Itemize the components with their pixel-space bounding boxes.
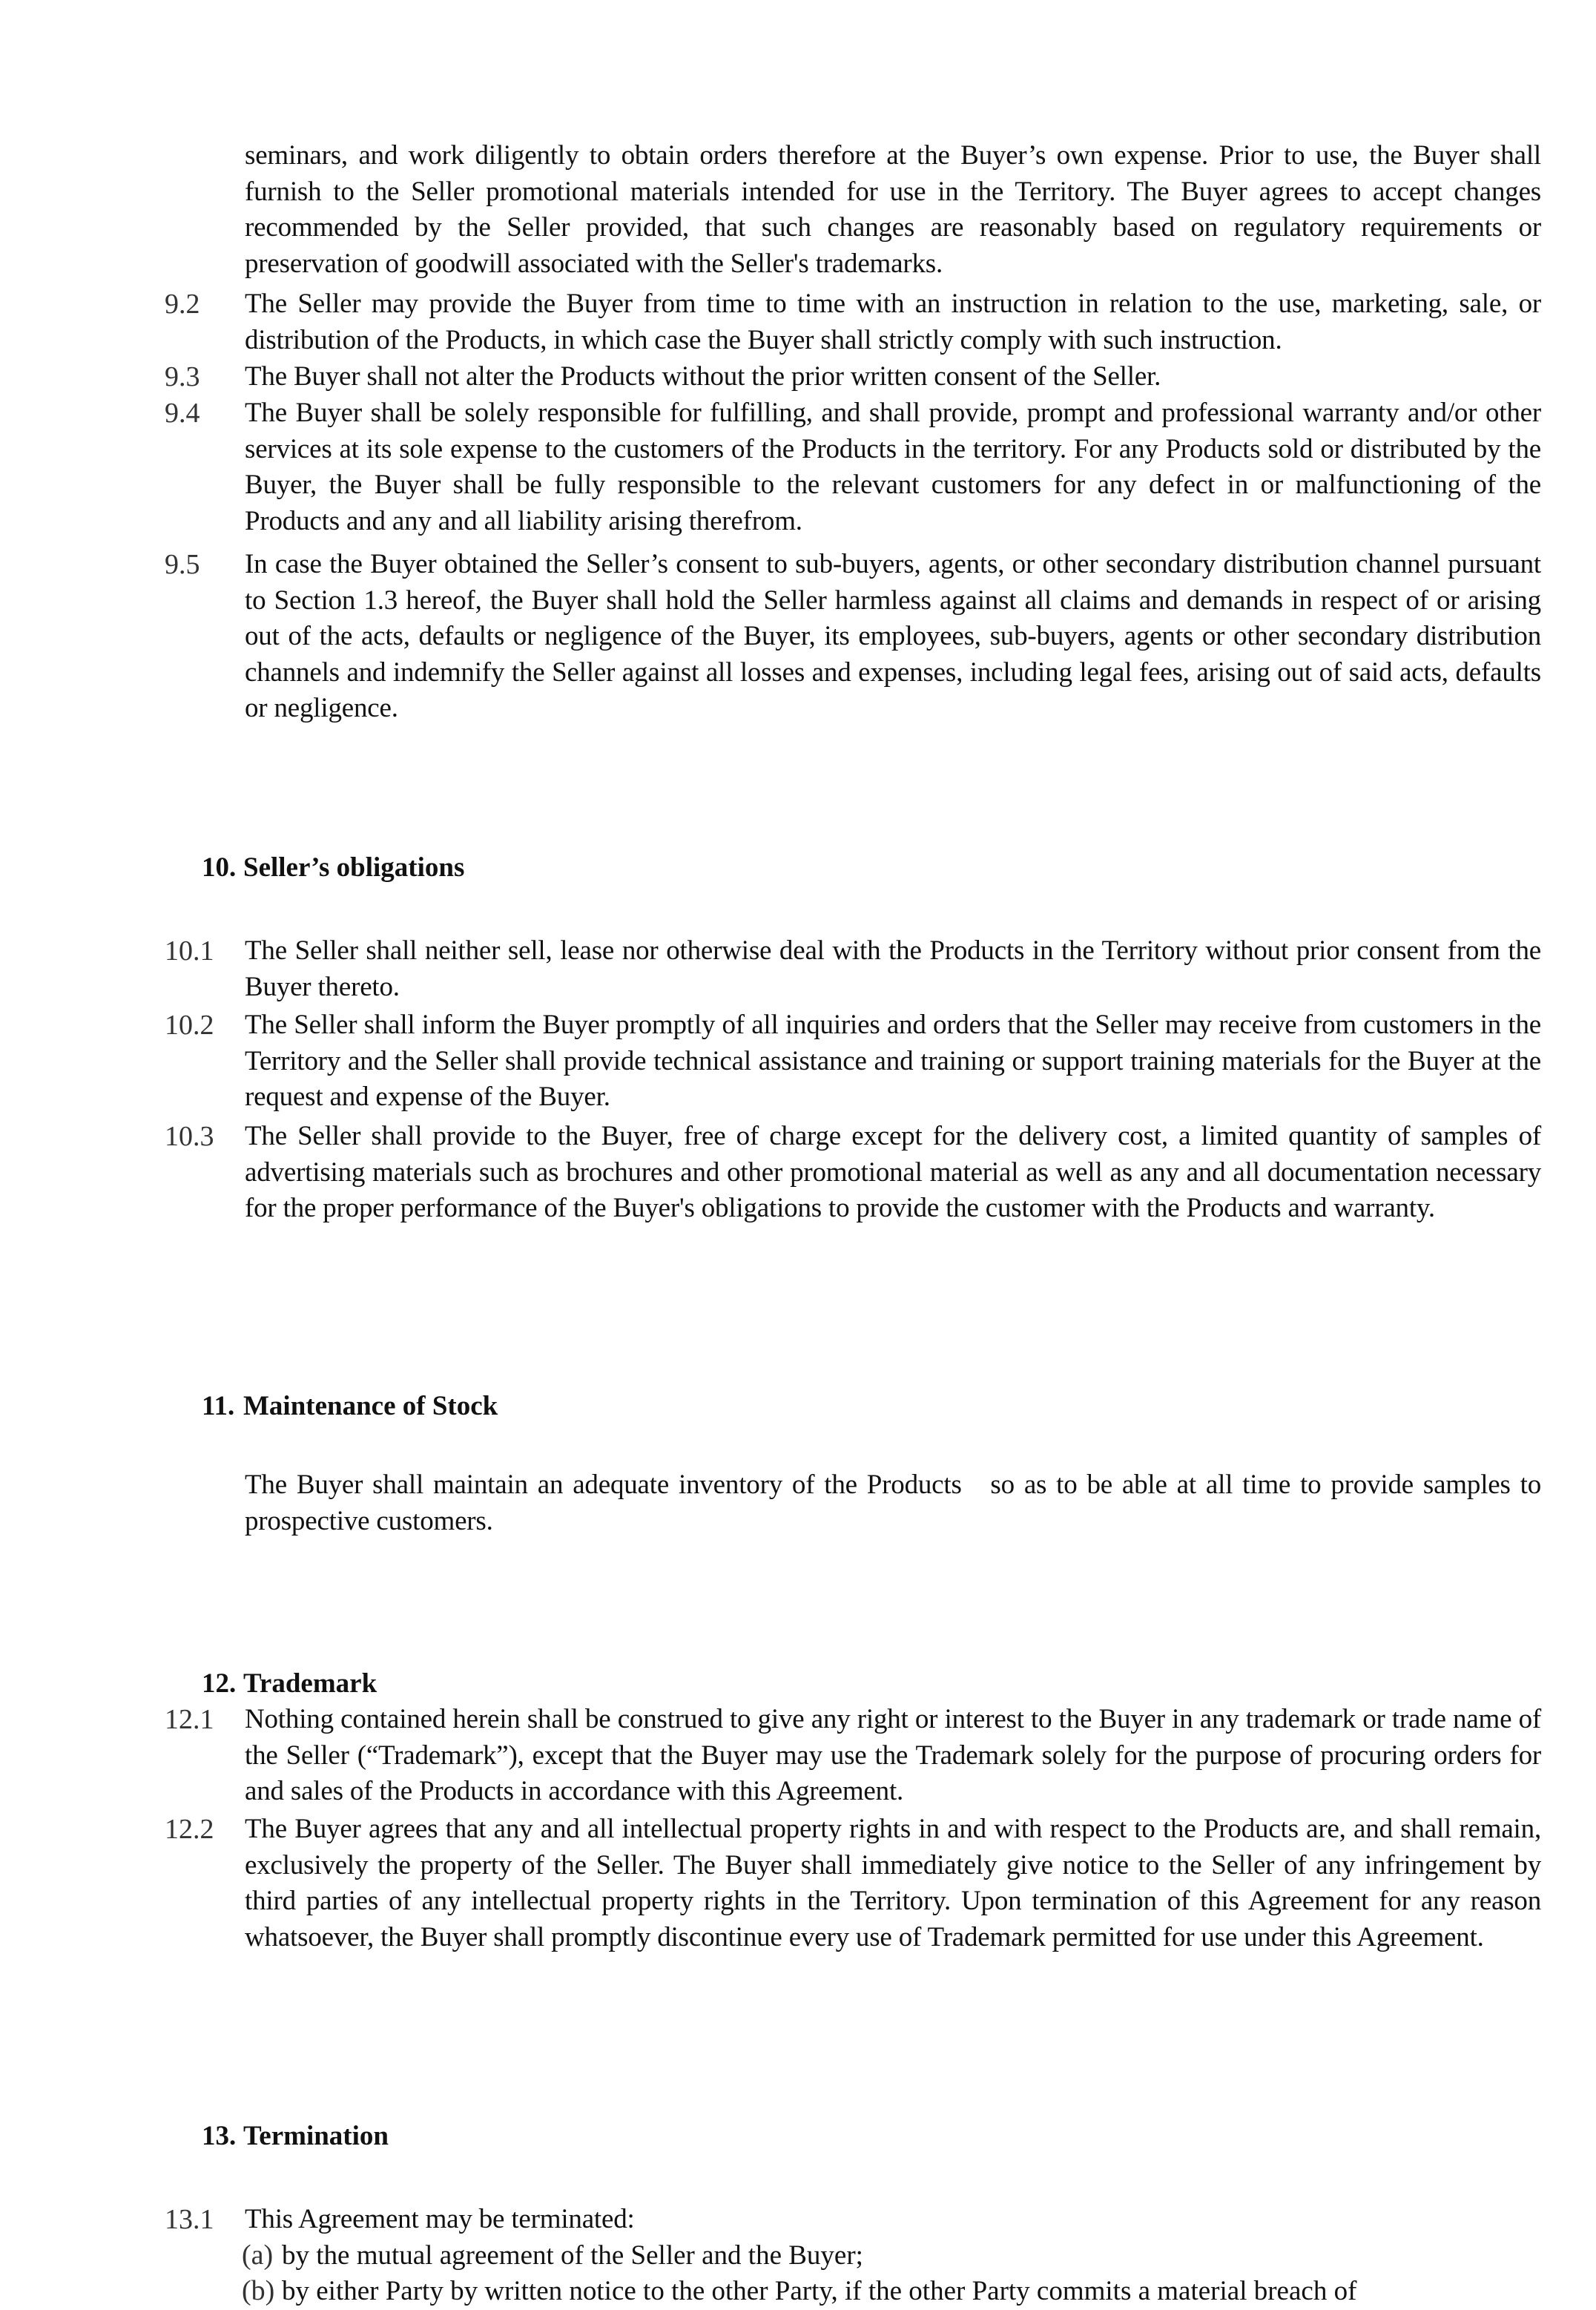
subitem-letter: (b) — [242, 2275, 275, 2306]
clause-9-5 — [165, 547, 1541, 727]
subitem-letter: (a) — [242, 2240, 274, 2271]
clause-9-3 — [165, 359, 1541, 395]
clause-12-1 — [165, 1702, 1541, 1810]
clause-10-2 — [165, 1007, 1541, 1116]
intro-paragraph: seminars, and work diligently to obtain orders therefore at the Buyer’s own expense. Prior to use, the Buyer shall furnish to the Seller promotional materials intended for use in the Territory. The Buyer agrees to accept changes recommended by the Seller provided, that such changes are reasonably based on regulatory requirements or preservation of goodwill associated with the Seller's trademarks. — [245, 140, 1541, 279]
section-11-heading — [202, 1389, 498, 1424]
section-title: Trademark — [243, 1668, 377, 1699]
subitem-text: by either Party by written notice to the other Party, if the other Party commits a material breach of — [282, 2276, 1357, 2306]
section-12-heading — [202, 1666, 377, 1702]
clause-number: 9.5 — [165, 549, 200, 580]
clause-text: In case the Buyer obtained the Seller’s consent to sub-buyers, agents, or other secondary distribution channel pursuant to Section 1.3 hereof, the Buyer shall hold the Seller harmless against all claims and demands in respect of or arising out of the acts, defaults or negligence of the Buyer, its employees, sub-buyers, agents or other secondary distribution channels and indemnify the Seller against all losses and expenses, including legal fees, arising out of said acts, defaults or negligence. — [245, 549, 1541, 723]
clause-text: The Seller shall inform the Buyer promptly of all inquiries and orders that the Seller may receive from customers in the Territory and the Seller shall provide technical assistance and training or support training materials for the Buyer at the request and expense of the Buyer. — [245, 1010, 1541, 1112]
clause-number: 12.1 — [165, 1704, 214, 1735]
clause-number: 9.4 — [165, 398, 200, 429]
section-title: Seller’s obligations — [243, 852, 465, 883]
clause-10-3 — [165, 1119, 1541, 1227]
clause-number: 9.3 — [165, 361, 200, 392]
section-13-heading — [202, 2119, 389, 2154]
clause-number: 10.2 — [165, 1010, 214, 1041]
section-number: 11. — [202, 1391, 235, 1421]
clause-text: The Seller shall neither sell, lease nor otherwise deal with the Products in the Territory without prior consent from the Buyer thereto. — [245, 935, 1541, 1002]
section-number: 12. — [202, 1668, 237, 1699]
clause-number: 10.1 — [165, 935, 214, 967]
clause-text: The Buyer shall not alter the Products without the prior written consent of the Seller. — [245, 361, 1161, 392]
clause-text: This Agreement may be terminated: — [245, 2204, 635, 2234]
subitem-b — [242, 2273, 1541, 2310]
section-10-heading — [202, 850, 464, 886]
clause-12-2 — [165, 1812, 1541, 1955]
clause-9-2 — [165, 286, 1541, 358]
section-title: Termination — [243, 2121, 389, 2151]
clause-10-1 — [165, 933, 1541, 1005]
clause-number: 9.2 — [165, 289, 200, 320]
section-11-paragraph: The Buyer shall maintain an adequate inventory of the Products so as to be able at all time to provide samples to prospective customers. — [245, 1470, 1541, 1536]
clause-number: 12.2 — [165, 1814, 214, 1845]
clause-text: The Buyer shall be solely responsible for fulfilling, and shall provide, prompt and professional warranty and/or other services at its sole expense to the customers of the Products in the territory. For any Products sold or distributed by the Buyer, the Buyer shall be fully responsible to the relevant customers for any defect in or malfunctioning of the Products and any and all liability arising therefrom. — [245, 398, 1541, 536]
clause-text: The Seller shall provide to the Buyer, free of charge except for the delivery cost, a limited quantity of samples of advertising materials such as brochures and other promotional material as well as any and all documentation necessary for the proper performance of the Buyer's obligations to provide the customer with the Products and warranty. — [245, 1121, 1541, 1223]
clause-number: 10.3 — [165, 1121, 214, 1152]
clause-number: 13.1 — [165, 2204, 214, 2235]
section-number: 10. — [202, 852, 237, 883]
subitem-a — [242, 2237, 1541, 2274]
clause-text: The Seller may provide the Buyer from time to time with an instruction in relation to the use, marketing, sale, or distribution of the Products, in which case the Buyer shall strictly comply with such instruction. — [245, 289, 1541, 355]
subitem-text: by the mutual agreement of the Seller and the Buyer; — [282, 2240, 863, 2271]
clause-13-1 — [165, 2202, 1541, 2238]
clause-text: The Buyer agrees that any and all intellectual property rights in and with respect to the Products are, and shall remain, exclusively the property of the Seller. The Buyer shall immediately give notice to the Seller of any infringement by third parties of any intellectual property rights in the Territory. Upon termination of this Agreement for any reason whatsoever, the Buyer shall promptly discontinue every use of Trademark permitted for use under this Agreement. — [245, 1814, 1541, 1952]
clause-9-4 — [165, 395, 1541, 539]
clause-text: Nothing contained herein shall be construed to give any right or interest to the Buyer in any trademark or trade name of the Seller (“Trademark”), except that the Buyer may use the Trademark solely for the purpose of procuring orders for and sales of the Products in accordance with this Agreement. — [245, 1704, 1541, 1806]
section-number: 13. — [202, 2121, 237, 2151]
section-title: Maintenance of Stock — [243, 1391, 498, 1421]
